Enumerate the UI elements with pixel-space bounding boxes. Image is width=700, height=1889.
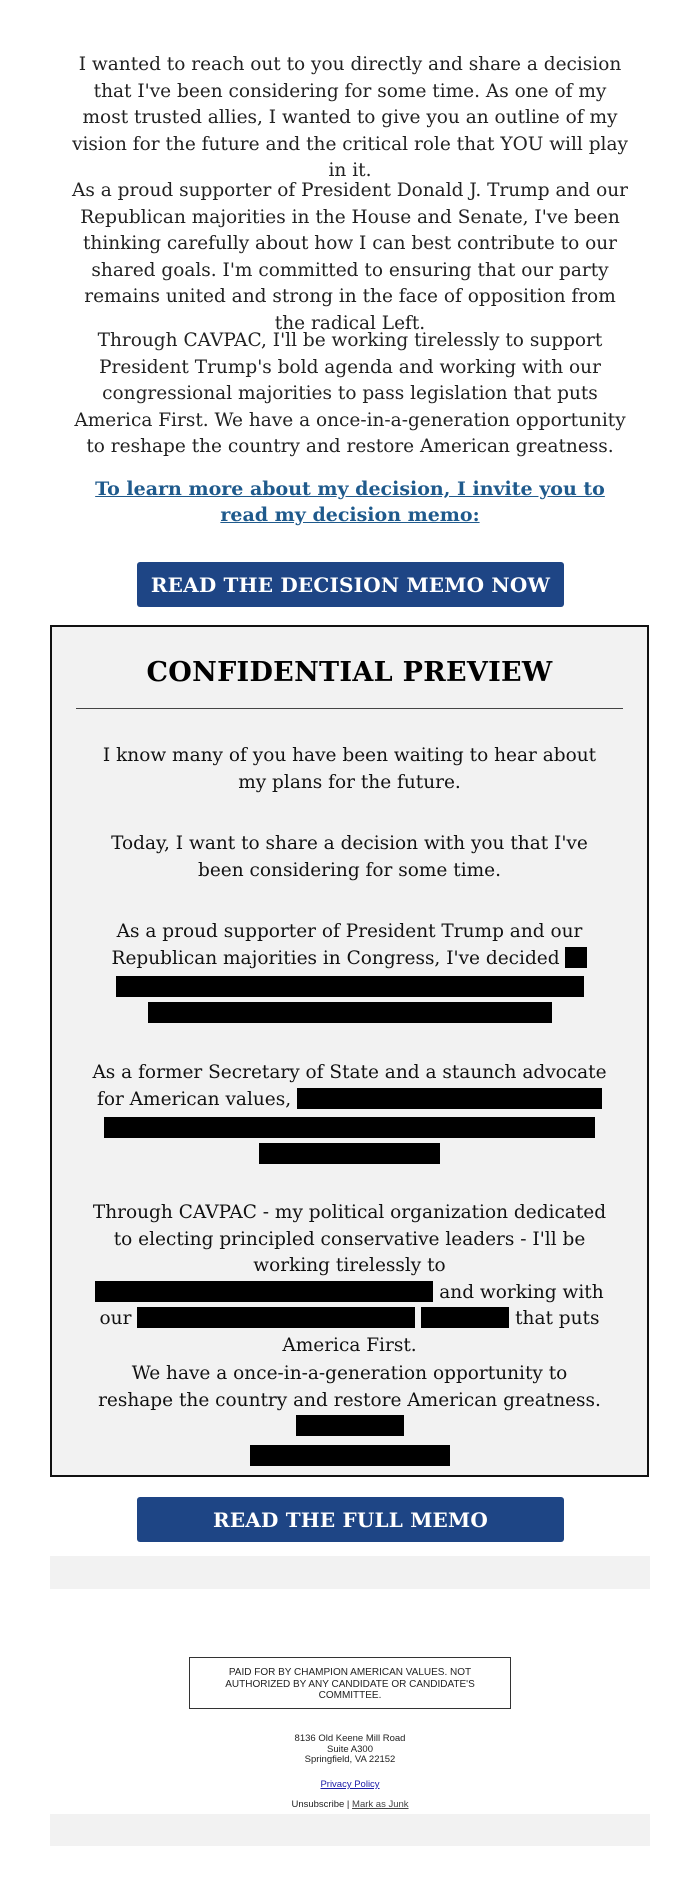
intro-paragraph-2: As a proud supporter of President Donald J. Trump and our Republican majorities in the House and Senate, I've been thinking carefully about how I can best contribute to our shared goals. I'm committed to ensuring that our party remains united and strong in the face of opposition from the radical Left. <box>71 180 629 334</box>
preview-paragraph-2: Today, I want to share a decision with you that I've been considering for some time. <box>111 833 588 881</box>
address-line-1: 8136 Old Keene Mill Road <box>294 1733 406 1744</box>
footer-separator: | <box>346 1799 350 1810</box>
redaction-bar <box>250 1445 450 1466</box>
read-decision-memo-button[interactable]: READ THE DECISION MEMO NOW <box>137 562 564 607</box>
decision-memo-link[interactable]: To learn more about my decision, I invite you to read my decision memo: <box>95 478 605 526</box>
preview-paragraph-5-text-a: Through CAVPAC - my political organization dedicated to electing principled conservative leaders - I'll be working tirelessly to <box>92 1202 607 1276</box>
spacer-band <box>50 1556 650 1589</box>
redaction-bar <box>259 1143 440 1164</box>
redaction-bar <box>104 1117 595 1138</box>
redaction-bar <box>421 1307 509 1328</box>
privacy-row <box>200 1779 500 1790</box>
preview-title: CONFIDENTIAL PREVIEW <box>146 657 553 688</box>
redaction-bar <box>148 1002 552 1023</box>
redaction-bar <box>297 1088 602 1109</box>
preview-paragraph-1: I know many of you have been waiting to hear about my plans for the future. <box>102 745 597 793</box>
mark-as-junk-link[interactable]: Mark as Junk <box>352 1799 409 1810</box>
read-full-memo-button[interactable]: READ THE FULL MEMO <box>137 1497 564 1542</box>
preview-paragraph-3-text: As a proud supporter of President Trump and our Republican majorities in Congress, I've decided <box>111 921 583 969</box>
footer-band <box>50 1814 650 1846</box>
preview-paragraph-5-text-b: and working with our <box>99 1281 604 1329</box>
preview-paragraph-4 <box>92 1060 607 1164</box>
preview-paragraph-6 <box>92 1361 607 1466</box>
redaction-bar <box>95 1281 433 1302</box>
preview-paragraph-5-text-c: that puts America First. <box>282 1308 600 1356</box>
redaction-bar <box>137 1307 415 1328</box>
unsubscribe-link[interactable]: Unsubscribe <box>291 1799 345 1810</box>
address-line-3: Springfield, VA 22152 <box>304 1754 396 1765</box>
privacy-policy-link[interactable]: Privacy Policy <box>320 1779 380 1790</box>
preview-paragraph-4-text: As a former Secretary of State and a staunch advocate for American values, <box>92 1062 607 1110</box>
paid-for-disclaimer: PAID FOR BY CHAMPION AMERICAN VALUES. NOT AUTHORIZED BY ANY CANDIDATE OR CANDIDATE'S COMMITTEE. <box>189 1657 511 1709</box>
preview-paragraph-3 <box>92 919 607 1023</box>
confidential-preview-box <box>50 625 649 1477</box>
intro-paragraph-1: I wanted to reach out to you directly and share a decision that I've been considering for some time. As one of my most trusted allies, I wanted to give you an outline of my vision for the future and the critical role that YOU will play in it. <box>72 54 628 181</box>
preview-paragraph-6-text: We have a once-in-a-generation opportunity to reshape the country and restore American greatness. <box>98 1363 601 1411</box>
redaction-bar <box>116 976 584 997</box>
mailing-address <box>200 1734 500 1766</box>
redaction-bar <box>296 1415 404 1436</box>
unsubscribe-row <box>200 1799 500 1810</box>
redaction-bar <box>565 947 587 968</box>
address-line-2: Suite A300 <box>327 1743 373 1755</box>
memo-link-paragraph <box>70 476 630 528</box>
intro-paragraph-3: Through CAVPAC, I'll be working tirelessly to support President Trump's bold agenda and working with our congressional majorities to pass legislation that puts America First. We have a once-in-a-generation opportunity to reshape the country and restore American greatness. <box>74 330 626 457</box>
preview-paragraph-5 <box>92 1200 607 1359</box>
preview-divider <box>76 708 623 709</box>
